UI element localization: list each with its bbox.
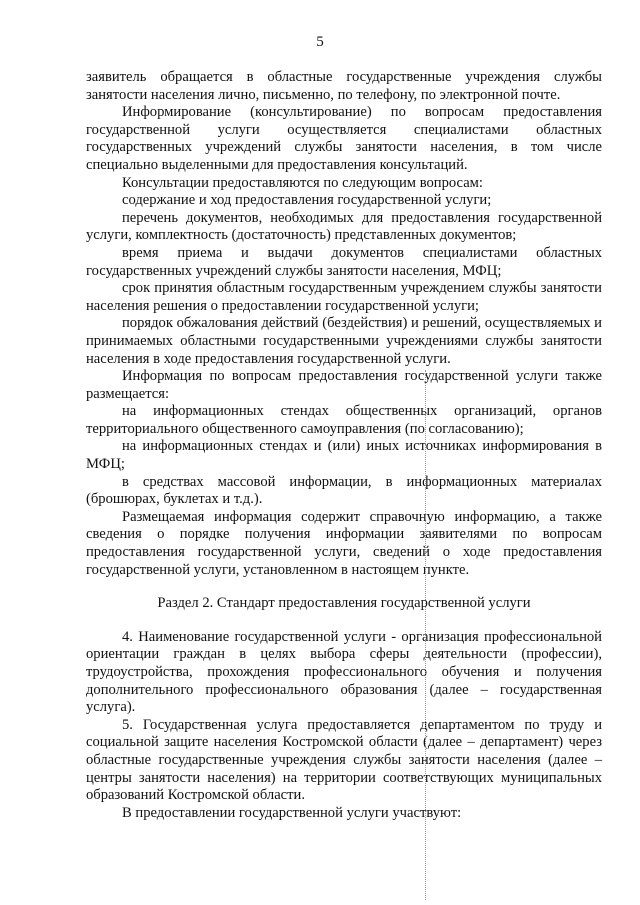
paragraph: 5. Государственная услуга предоставляется департаментом по труду и социальной защите населения Костромской области (далее – департамент) через областные государственные учреждения службы занятости населения (далее – центры занятости населения) на территории соответствующих муниципальных образований Костромской области. xyxy=(86,716,602,804)
list-item: на информационных стендах общественных организаций, органов территориального общественного самоуправления (по согласованию); xyxy=(86,403,602,437)
paragraph: Информирование (консультирование) по вопросам предоставления государственной услуги осуществляется специалистами областных государственных учреждений службы занятости населения, в том числе специально выделенными для предоставления консультаций. xyxy=(86,104,602,173)
section-heading: Раздел 2. Стандарт предоставления государственной услуги xyxy=(157,595,531,612)
list-item: время приема и выдачи документов специалистами областных государственных учреждений службы занятости населения, МФЦ; xyxy=(86,244,602,279)
paragraph: 4. Наименование государственной услуги - организация профессиональной ориентации граждан в целях выбора сферы деятельности (профессии), трудоустройства, прохождения профессионального обучения и получения дополнительного профессионального образования (далее – государственная услуга). xyxy=(86,628,602,716)
scan-fold-line xyxy=(425,370,426,900)
list-item: порядок обжалования действий (бездействия) и решений, осуществляемых и принимаемых областными государственными учреждениями службы занятости населения в ходе предоставления государственной услуги. xyxy=(86,315,602,367)
page-number: 5 xyxy=(316,34,324,50)
list-item: в средствах массовой информации, в информационных материалах (брошюрах, буклетах и т.д.). xyxy=(86,473,602,508)
paragraph: В предоставлении государственной услуги участвуют: xyxy=(122,804,462,821)
list-item: срок принятия областным государственным учреждением службы занятости населения решения о предоставлении государственной услуги; xyxy=(86,280,602,314)
list-item: содержание и ход предоставления государственной услуги; xyxy=(122,192,492,209)
paragraph: заявитель обращается в областные государственные учреждения службы занятости населения лично, письменно, по телефону, по электронной почте. xyxy=(86,69,602,103)
paragraph: Консультации предоставляются по следующим вопросам: xyxy=(122,174,483,191)
document-body xyxy=(86,69,602,822)
paragraph: Размещаемая информация содержит справочную информацию, а также сведения о порядке получения информации заявителями по вопросам предоставления государственной услуги, сведений о ходе предоставления государственной услуги, установленном в настоящем пункте. xyxy=(86,508,602,578)
paragraph: Информация по вопросам предоставления государственной услуги также размещается: xyxy=(86,368,602,402)
list-item: на информационных стендах и (или) иных источниках информирования в МФЦ; xyxy=(86,438,602,473)
list-item: перечень документов, необходимых для предоставления государственной услуги, комплектность (достаточность) представленных документов; xyxy=(86,209,602,244)
